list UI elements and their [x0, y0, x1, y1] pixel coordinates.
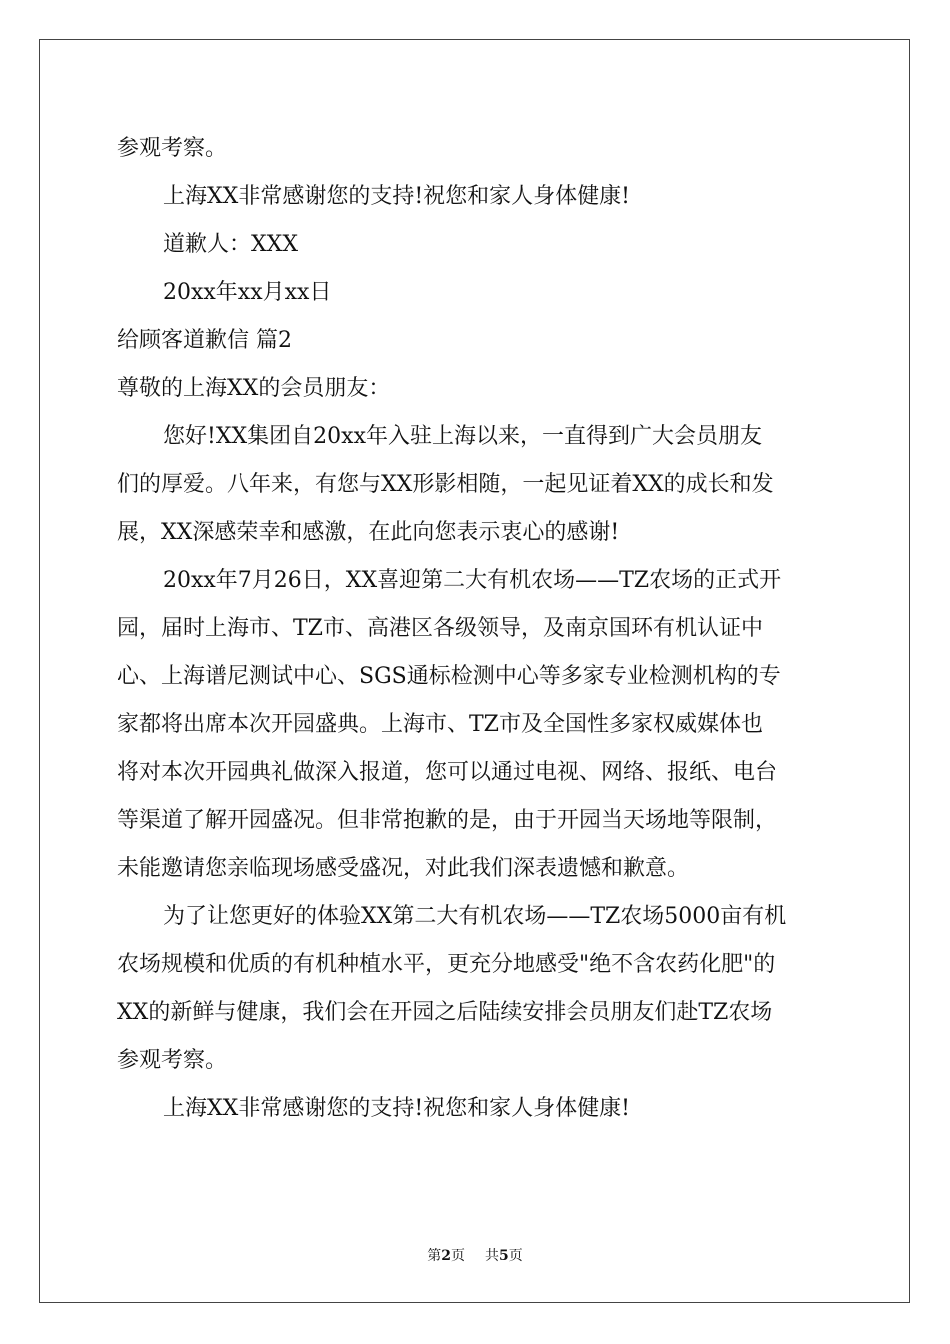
text-line: 参观考察。 [117, 136, 228, 161]
date-line: 20xx年xx月xx日 [163, 280, 332, 305]
text-line: 心、上海谱尼测试中心、SGS通标检测中心等多家专业检测机构的专 [117, 664, 781, 689]
page-prefix: 第 [427, 1248, 442, 1264]
total-prefix: 共 [485, 1248, 499, 1264]
text-line: 为了让您更好的体验XX第二大有机农场——TZ农场5000亩有机 [163, 904, 787, 929]
total-pages: 5 [499, 1248, 509, 1264]
text-line: 参观考察。 [117, 1048, 228, 1073]
text-line: 园，届时上海市、TZ市、高港区各级领导，及南京国环有机认证中 [117, 616, 763, 641]
text-line: 20xx年7月26日，XX喜迎第二大有机农场——TZ农场的正式开 [163, 568, 782, 593]
page-suffix: 页 [451, 1248, 465, 1264]
text-line: 您好!XX集团自20xx年入驻上海以来，一直得到广大会员朋友 [163, 424, 762, 449]
page-footer [0, 1246, 950, 1266]
text-line: 等渠道了解开园盛况。但非常抱歉的是，由于开园当天场地等限制， [117, 808, 778, 833]
text-line: XX的新鲜与健康，我们会在开园之后陆续安排会员朋友们赴TZ农场 [117, 1000, 773, 1025]
text-line: 农场规模和优质的有机种植水平，更充分地感受"绝不含农药化肥"的 [117, 952, 776, 977]
total-suffix: 页 [508, 1248, 523, 1264]
text-line: 上海XX非常感谢您的支持!祝您和家人身体健康! [163, 184, 631, 209]
text-line: 展，XX深感荣幸和感激，在此向您表示衷心的感谢! [117, 520, 620, 545]
page-number: 2 [441, 1248, 451, 1264]
text-line: 未能邀请您亲临现场感受盛况，对此我们深表遗憾和歉意。 [117, 856, 690, 881]
text-line: 们的厚爱。八年来，有您与XX形影相随，一起见证着XX的成长和发 [117, 472, 774, 497]
text-line: 上海XX非常感谢您的支持!祝您和家人身体健康! [163, 1096, 631, 1121]
salutation: 尊敬的上海XX的会员朋友： [117, 376, 391, 401]
text-line: 家都将出席本次开园盛典。上海市、TZ市及全国性多家权威媒体也 [117, 712, 763, 737]
section-heading: 给顾客道歉信 篇2 [117, 328, 292, 353]
signature-line: 道歉人：XXX [163, 232, 298, 257]
document-body [117, 125, 837, 1133]
text-line: 将对本次开园典礼做深入报道，您可以通过电视、网络、报纸、电台 [117, 760, 778, 785]
